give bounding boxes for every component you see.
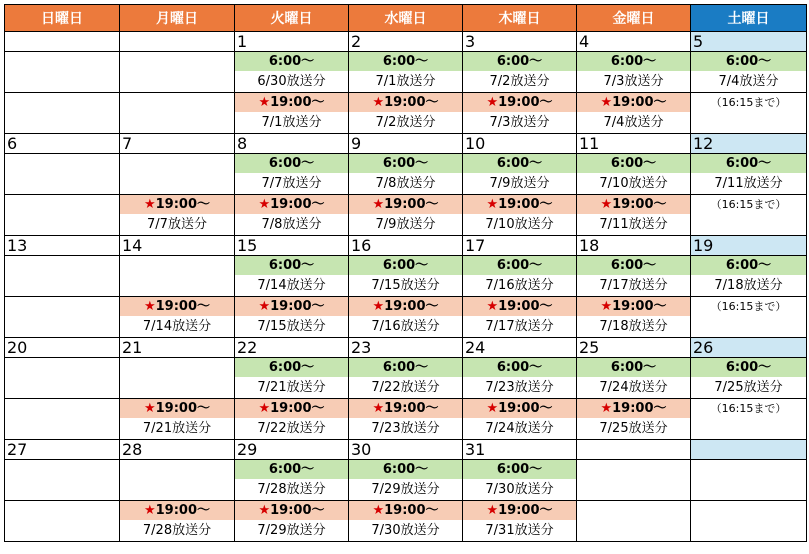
slot-time: 19:00～ [612, 197, 667, 212]
slot-time: 19:00～ [498, 95, 553, 110]
morning-slot [463, 52, 577, 93]
slot-time: 6:00～ [496, 462, 543, 477]
day-number: 6 [5, 134, 120, 154]
broadcast-calendar [4, 4, 807, 542]
morning-time [577, 154, 690, 173]
evening-slot [120, 195, 235, 236]
morning-broadcast: 7/1放送分 [375, 74, 436, 89]
morning-time [235, 460, 348, 479]
slot-time: 6:00～ [268, 462, 315, 477]
morning-slot [5, 52, 120, 93]
star-icon: ★ [486, 401, 499, 416]
morning-broadcast: 7/14放送分 [257, 278, 326, 293]
weekday-header-thu: 木曜日 [463, 5, 577, 32]
morning-slot [691, 52, 807, 93]
star-icon: ★ [143, 503, 156, 518]
evening-broadcast: 7/2放送分 [375, 115, 436, 130]
evening-time [349, 195, 462, 214]
morning-slot [577, 52, 691, 93]
morning-broadcast: 7/11放送分 [714, 176, 783, 191]
evening-time [463, 501, 576, 520]
evening-time [235, 93, 348, 112]
evening-time [577, 93, 690, 112]
morning-time [349, 460, 462, 479]
morning-time [235, 52, 348, 71]
slot-time: 19:00～ [498, 299, 553, 314]
slot-time: 19:00～ [384, 197, 439, 212]
evening-time [120, 399, 234, 418]
star-icon: ★ [258, 299, 271, 314]
evening-broadcast: 7/11放送分 [599, 217, 668, 232]
slot-time: 19:00～ [612, 299, 667, 314]
slot-time: 6:00～ [496, 156, 543, 171]
star-icon: ★ [600, 95, 613, 110]
week-morning-row [5, 154, 807, 195]
day-number: 7 [120, 134, 235, 154]
morning-time [691, 256, 806, 275]
day-number [120, 32, 235, 52]
week-morning-row [5, 52, 807, 93]
morning-slot [463, 256, 577, 297]
slot-time: 19:00～ [155, 197, 211, 212]
star-icon: ★ [486, 503, 499, 518]
morning-broadcast: 7/8放送分 [375, 176, 436, 191]
evening-slot [235, 195, 349, 236]
morning-slot [463, 358, 577, 399]
week-evening-row [5, 93, 807, 134]
evening-slot [120, 501, 235, 542]
evening-slot [577, 195, 691, 236]
star-icon: ★ [258, 401, 271, 416]
evening-broadcast: 7/9放送分 [375, 217, 436, 232]
evening-time [463, 195, 576, 214]
evening-slot [577, 501, 691, 542]
day-number: 10 [463, 134, 577, 154]
evening-broadcast: 7/25放送分 [599, 421, 668, 436]
evening-slot [349, 93, 463, 134]
day-number: 9 [349, 134, 463, 154]
morning-slot [5, 154, 120, 195]
slot-time: 6:00～ [382, 360, 429, 375]
slot-time: 19:00～ [384, 95, 439, 110]
evening-slot [235, 297, 349, 338]
day-number: 14 [120, 236, 235, 256]
evening-slot [349, 501, 463, 542]
evening-time [120, 195, 234, 214]
slot-time: 6:00～ [496, 258, 543, 273]
star-icon: ★ [143, 197, 156, 212]
morning-time [463, 358, 576, 377]
evening-slot [463, 501, 577, 542]
day-number: 4 [577, 32, 691, 52]
evening-time [120, 297, 234, 316]
slot-time: 6:00～ [382, 462, 429, 477]
slot-time: 19:00～ [155, 503, 211, 518]
star-icon: ★ [600, 299, 613, 314]
evening-time [349, 297, 462, 316]
morning-time [691, 358, 806, 377]
slot-time: 19:00～ [498, 503, 553, 518]
slot-time: 19:00～ [270, 503, 325, 518]
morning-slot [463, 154, 577, 195]
morning-slot [349, 52, 463, 93]
morning-slot [235, 52, 349, 93]
day-number: 1 [235, 32, 349, 52]
slot-time: 6:00～ [382, 54, 429, 69]
morning-slot [691, 358, 807, 399]
morning-slot [691, 460, 807, 501]
slot-time: 6:00～ [382, 258, 429, 273]
morning-broadcast: 6/30放送分 [257, 74, 326, 89]
star-icon: ★ [486, 95, 499, 110]
evening-slot [463, 195, 577, 236]
evening-broadcast: 7/22放送分 [257, 421, 326, 436]
morning-slot [577, 358, 691, 399]
day-number [691, 440, 807, 460]
week-evening-row [5, 195, 807, 236]
morning-broadcast: 7/3放送分 [603, 74, 664, 89]
star-icon: ★ [143, 299, 156, 314]
slot-time: 6:00～ [268, 156, 315, 171]
day-number: 15 [235, 236, 349, 256]
evening-slot [463, 93, 577, 134]
star-icon: ★ [258, 95, 271, 110]
day-number: 28 [120, 440, 235, 460]
morning-broadcast: 7/16放送分 [485, 278, 554, 293]
day-number: 20 [5, 338, 120, 358]
evening-broadcast: 7/1放送分 [261, 115, 322, 130]
slot-time: 19:00～ [384, 401, 439, 416]
evening-time [463, 399, 576, 418]
evening-broadcast: 7/4放送分 [603, 115, 664, 130]
slot-time: 6:00～ [496, 54, 543, 69]
morning-slot [235, 256, 349, 297]
morning-broadcast: 7/4放送分 [718, 74, 779, 89]
star-icon: ★ [372, 401, 385, 416]
evening-slot [120, 93, 235, 134]
morning-broadcast: 7/17放送分 [599, 278, 668, 293]
weekday-header-wed: 水曜日 [349, 5, 463, 32]
slot-time: 19:00～ [270, 95, 325, 110]
evening-slot [5, 297, 120, 338]
morning-slot [235, 460, 349, 501]
evening-slot [691, 399, 807, 440]
evening-slot [691, 501, 807, 542]
evening-broadcast: 7/28放送分 [142, 523, 212, 538]
morning-time [463, 256, 576, 275]
day-number: 11 [577, 134, 691, 154]
morning-broadcast: 7/23放送分 [485, 380, 554, 395]
day-number: 17 [463, 236, 577, 256]
weekday-header-row [5, 5, 807, 32]
day-number: 3 [463, 32, 577, 52]
morning-slot [691, 256, 807, 297]
morning-slot [120, 460, 235, 501]
day-number: 2 [349, 32, 463, 52]
evening-slot [235, 399, 349, 440]
day-number: 5 [691, 32, 807, 52]
evening-broadcast: 7/3放送分 [489, 115, 550, 130]
evening-time [349, 399, 462, 418]
evening-slot [577, 399, 691, 440]
day-number: 23 [349, 338, 463, 358]
evening-slot [691, 297, 807, 338]
day-number: 16 [349, 236, 463, 256]
morning-broadcast: 7/29放送分 [371, 482, 440, 497]
evening-slot [349, 195, 463, 236]
slot-time: 6:00～ [610, 156, 657, 171]
slot-time: 6:00～ [496, 360, 543, 375]
calendar-body [5, 32, 807, 542]
day-number: 25 [577, 338, 691, 358]
evening-slot [5, 195, 120, 236]
day-number: 24 [463, 338, 577, 358]
slot-time: 6:00～ [725, 54, 772, 69]
morning-broadcast: 7/15放送分 [371, 278, 440, 293]
star-icon: ★ [372, 299, 385, 314]
star-icon: ★ [258, 503, 271, 518]
morning-slot [120, 256, 235, 297]
slot-time: 19:00～ [384, 299, 439, 314]
morning-broadcast: 7/9放送分 [489, 176, 550, 191]
evening-broadcast: 7/18放送分 [599, 319, 668, 334]
morning-broadcast: 7/21放送分 [257, 380, 326, 395]
star-icon: ★ [143, 401, 156, 416]
day-number: 19 [691, 236, 807, 256]
star-icon: ★ [486, 299, 499, 314]
morning-slot [120, 154, 235, 195]
morning-time [577, 52, 690, 71]
morning-broadcast: 7/22放送分 [371, 380, 440, 395]
star-icon: ★ [372, 197, 385, 212]
morning-time [235, 154, 348, 173]
morning-slot [349, 358, 463, 399]
slot-time: 19:00～ [270, 197, 325, 212]
day-number: 29 [235, 440, 349, 460]
star-icon: ★ [486, 197, 499, 212]
slot-time: 19:00～ [498, 401, 553, 416]
morning-time [349, 256, 462, 275]
slot-time: 6:00～ [382, 156, 429, 171]
slot-time: 6:00～ [725, 360, 772, 375]
evening-time [349, 501, 462, 520]
evening-broadcast: 7/14放送分 [142, 319, 212, 334]
slot-time: 19:00～ [612, 95, 667, 110]
slot-time: 19:00～ [155, 299, 211, 314]
week-date-row [5, 440, 807, 460]
day-number: 18 [577, 236, 691, 256]
star-icon: ★ [372, 503, 385, 518]
week-date-row [5, 236, 807, 256]
slot-time: 6:00～ [268, 360, 315, 375]
day-number [5, 32, 120, 52]
evening-slot [349, 297, 463, 338]
evening-slot [691, 195, 807, 236]
morning-broadcast: 7/25放送分 [714, 380, 783, 395]
evening-broadcast: 7/7放送分 [147, 217, 207, 232]
morning-slot [463, 460, 577, 501]
week-date-row [5, 134, 807, 154]
morning-slot [577, 154, 691, 195]
morning-time [577, 256, 690, 275]
morning-time [463, 154, 576, 173]
evening-slot [5, 501, 120, 542]
morning-time [235, 256, 348, 275]
weekday-header-mon: 月曜日 [120, 5, 235, 32]
day-number: 12 [691, 134, 807, 154]
week-morning-row [5, 256, 807, 297]
morning-time [235, 358, 348, 377]
slot-time: 6:00～ [268, 258, 315, 273]
evening-time [349, 93, 462, 112]
morning-slot [691, 154, 807, 195]
saturday-end-note: （16:15まで） [710, 198, 787, 211]
morning-slot [349, 460, 463, 501]
morning-slot [5, 256, 120, 297]
morning-time [691, 154, 806, 173]
morning-broadcast: 7/18放送分 [714, 278, 783, 293]
morning-broadcast: 7/7放送分 [261, 176, 322, 191]
saturday-end-note: （16:15まで） [710, 300, 787, 313]
morning-broadcast: 7/24放送分 [599, 380, 668, 395]
evening-time [235, 501, 348, 520]
morning-time [349, 52, 462, 71]
day-number: 21 [120, 338, 235, 358]
evening-slot [120, 399, 235, 440]
morning-slot [349, 154, 463, 195]
day-number: 30 [349, 440, 463, 460]
evening-slot [349, 399, 463, 440]
morning-broadcast: 7/30放送分 [485, 482, 554, 497]
evening-slot [120, 297, 235, 338]
evening-broadcast: 7/16放送分 [371, 319, 440, 334]
saturday-end-note: （16:15まで） [710, 402, 787, 415]
week-morning-row [5, 460, 807, 501]
star-icon: ★ [372, 95, 385, 110]
evening-broadcast: 7/23放送分 [371, 421, 440, 436]
week-evening-row [5, 399, 807, 440]
day-number: 31 [463, 440, 577, 460]
day-number: 13 [5, 236, 120, 256]
evening-slot [691, 93, 807, 134]
morning-broadcast: 7/10放送分 [599, 176, 668, 191]
evening-time [235, 195, 348, 214]
evening-broadcast: 7/17放送分 [485, 319, 554, 334]
day-number [577, 440, 691, 460]
slot-time: 6:00～ [610, 360, 657, 375]
star-icon: ★ [600, 401, 613, 416]
morning-slot [120, 52, 235, 93]
slot-time: 6:00～ [610, 54, 657, 69]
slot-time: 19:00～ [270, 299, 325, 314]
evening-broadcast: 7/24放送分 [485, 421, 554, 436]
evening-broadcast: 7/15放送分 [257, 319, 326, 334]
day-number: 22 [235, 338, 349, 358]
evening-broadcast: 7/31放送分 [485, 523, 554, 538]
morning-broadcast: 7/28放送分 [257, 482, 326, 497]
morning-slot [577, 460, 691, 501]
evening-time [235, 297, 348, 316]
week-evening-row [5, 501, 807, 542]
week-evening-row [5, 297, 807, 338]
star-icon: ★ [258, 197, 271, 212]
morning-broadcast: 7/2放送分 [489, 74, 550, 89]
morning-time [463, 52, 576, 71]
week-date-row [5, 32, 807, 52]
weekday-header-sun: 日曜日 [5, 5, 120, 32]
morning-time [349, 154, 462, 173]
morning-slot [235, 154, 349, 195]
evening-slot [463, 297, 577, 338]
evening-broadcast: 7/21放送分 [142, 421, 212, 436]
morning-time [463, 460, 576, 479]
slot-time: 6:00～ [610, 258, 657, 273]
slot-time: 19:00～ [612, 401, 667, 416]
weekday-header-fri: 金曜日 [577, 5, 691, 32]
evening-time [577, 399, 690, 418]
evening-slot [235, 501, 349, 542]
weekday-header-sat: 土曜日 [691, 5, 807, 32]
slot-time: 19:00～ [270, 401, 325, 416]
evening-time [577, 297, 690, 316]
day-number: 26 [691, 338, 807, 358]
star-icon: ★ [600, 197, 613, 212]
slot-time: 19:00～ [155, 401, 211, 416]
slot-time: 6:00～ [725, 156, 772, 171]
morning-slot [349, 256, 463, 297]
weekday-header-tue: 火曜日 [235, 5, 349, 32]
evening-broadcast: 7/29放送分 [257, 523, 326, 538]
evening-time [577, 195, 690, 214]
saturday-end-note: （16:15まで） [710, 96, 787, 109]
morning-slot [120, 358, 235, 399]
evening-broadcast: 7/10放送分 [485, 217, 554, 232]
morning-slot [5, 460, 120, 501]
evening-slot [463, 399, 577, 440]
week-morning-row [5, 358, 807, 399]
evening-slot [577, 297, 691, 338]
morning-time [349, 358, 462, 377]
evening-slot [235, 93, 349, 134]
slot-time: 19:00～ [384, 503, 439, 518]
morning-time [577, 358, 690, 377]
morning-slot [577, 256, 691, 297]
evening-time [235, 399, 348, 418]
slot-time: 6:00～ [268, 54, 315, 69]
slot-time: 6:00～ [725, 258, 772, 273]
morning-time [691, 52, 806, 71]
evening-time [463, 93, 576, 112]
evening-time [120, 501, 234, 520]
morning-slot [5, 358, 120, 399]
day-number: 8 [235, 134, 349, 154]
evening-broadcast: 7/30放送分 [371, 523, 440, 538]
morning-slot [235, 358, 349, 399]
evening-slot [577, 93, 691, 134]
evening-time [463, 297, 576, 316]
slot-time: 19:00～ [498, 197, 553, 212]
day-number: 27 [5, 440, 120, 460]
evening-slot [5, 93, 120, 134]
evening-slot [5, 399, 120, 440]
week-date-row [5, 338, 807, 358]
evening-broadcast: 7/8放送分 [261, 217, 322, 232]
